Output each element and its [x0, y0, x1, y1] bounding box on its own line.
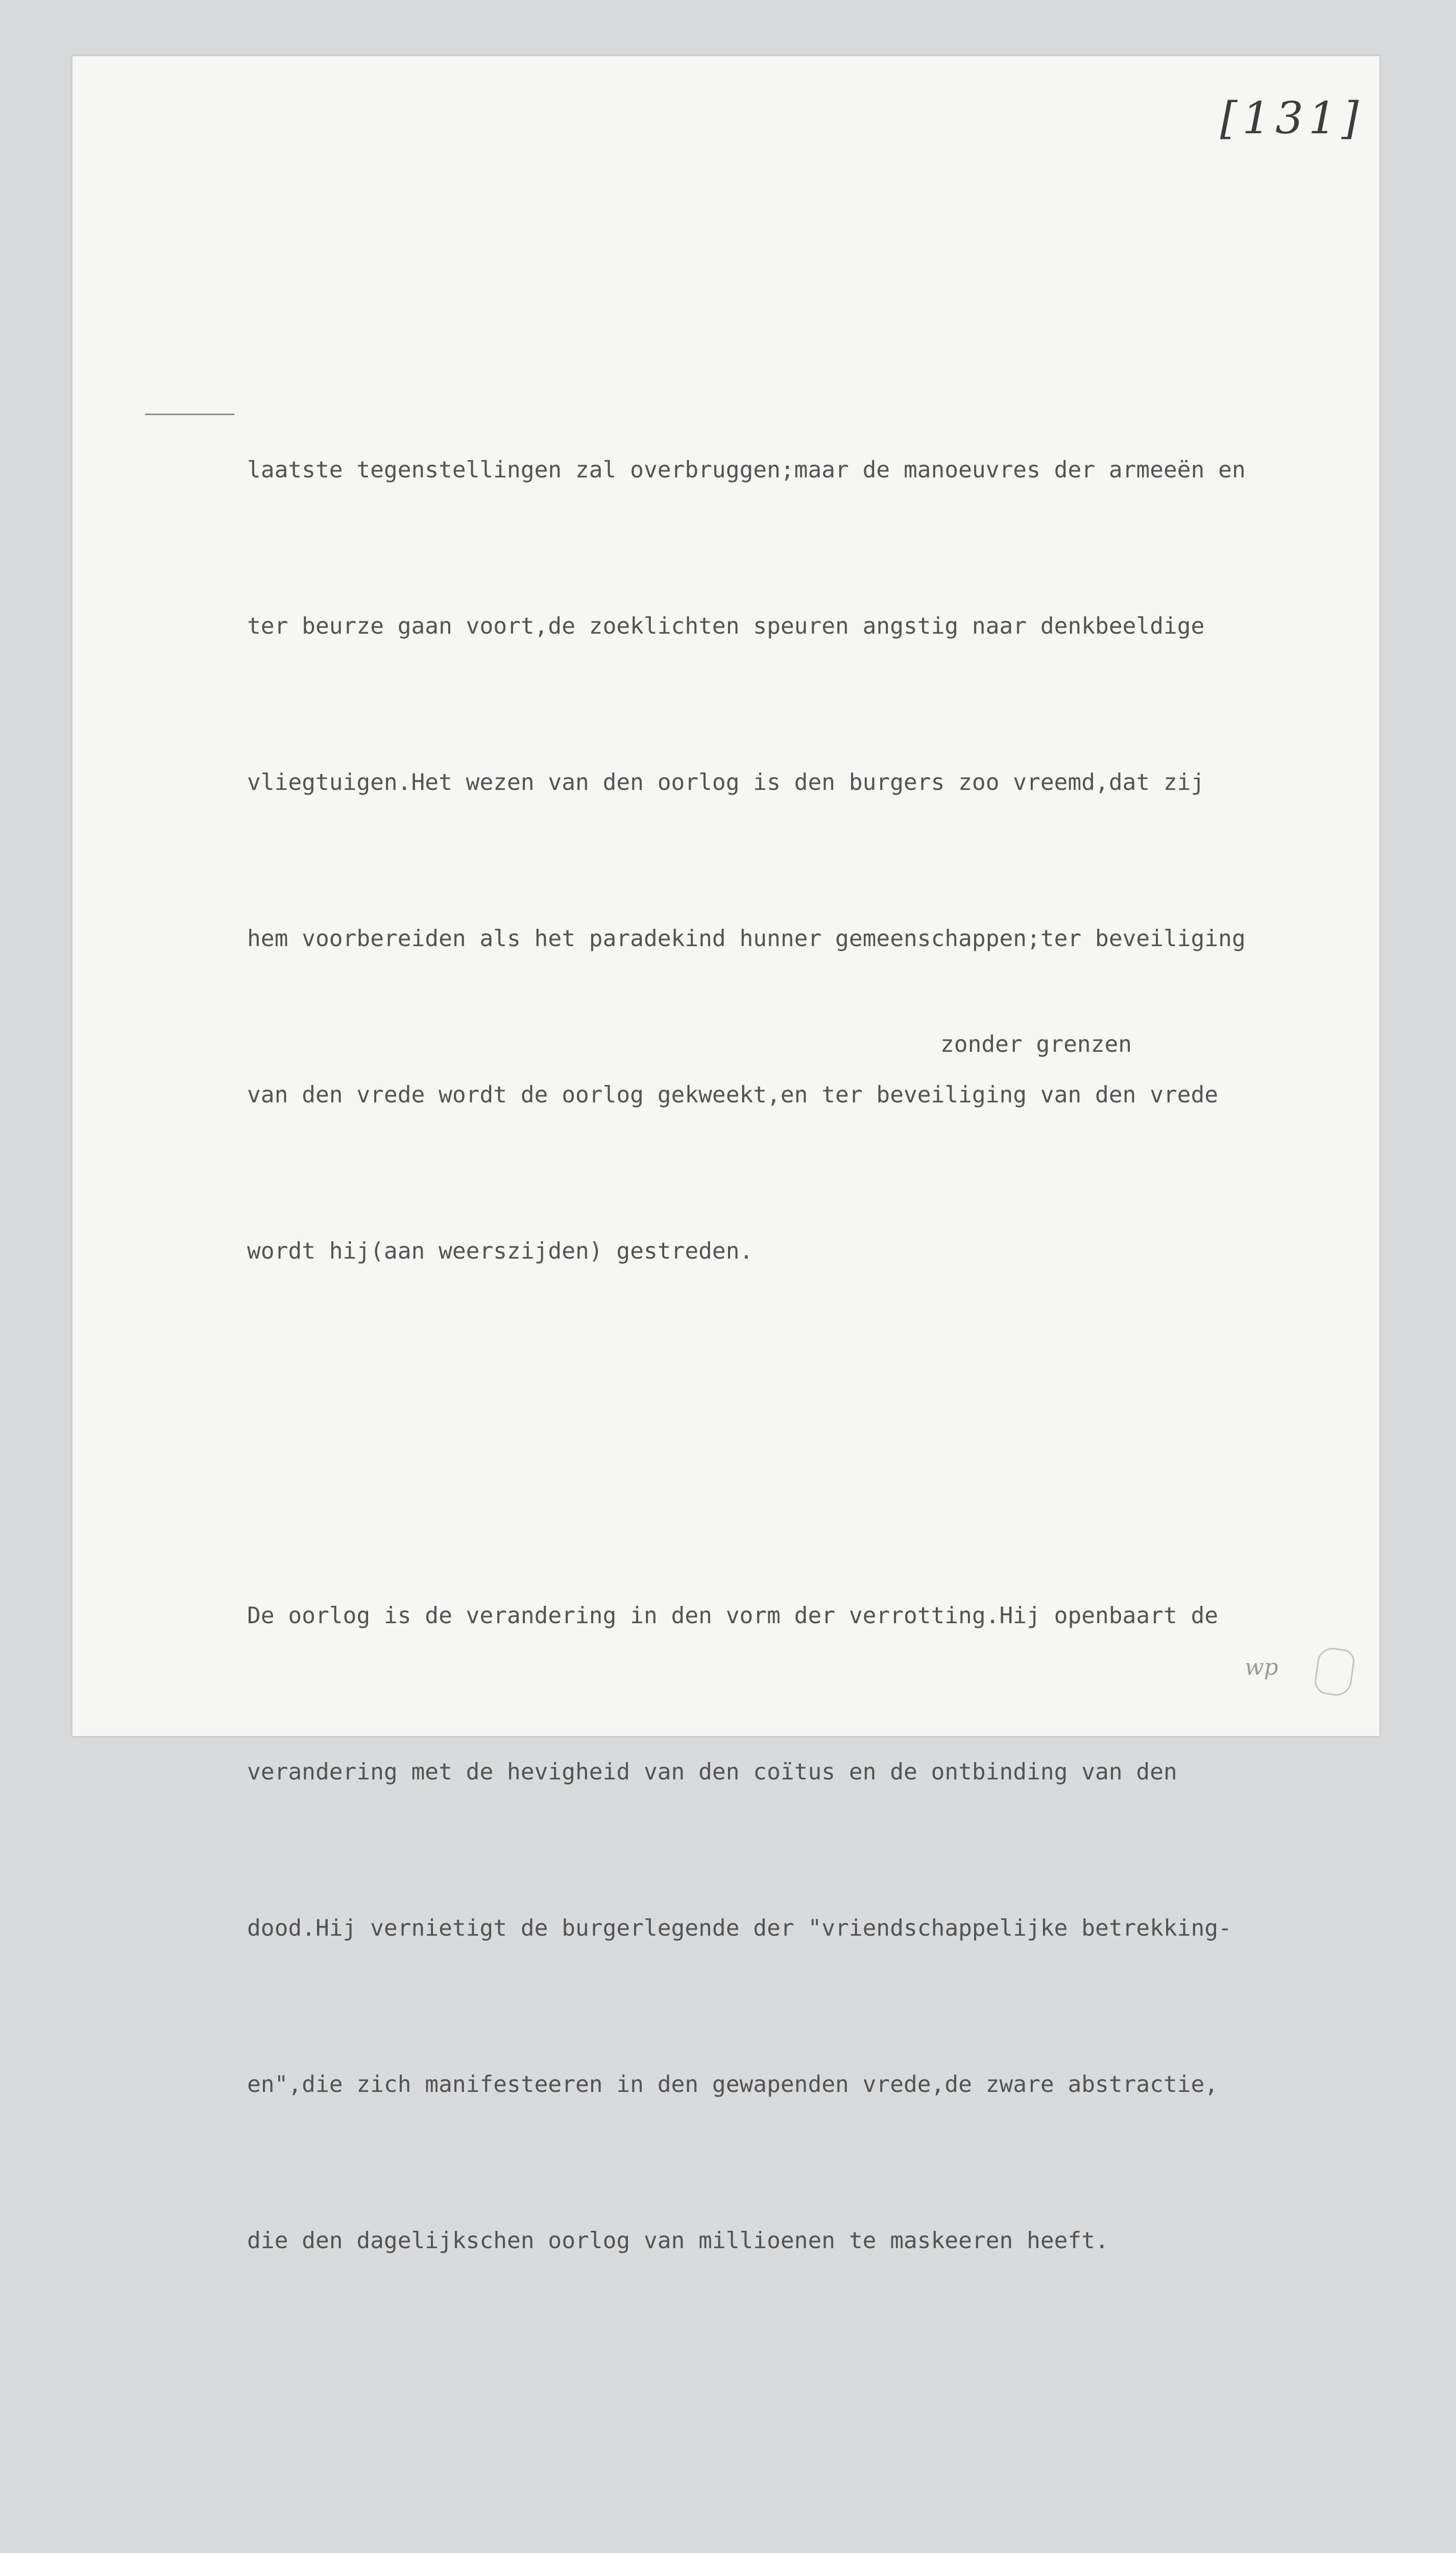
paragraph: [247, 2475, 1386, 2553]
page-number: [131]: [1220, 93, 1364, 144]
paragraph: [247, 340, 1386, 1382]
text-line: die den dagelijkschen oorlog van millioenen te maskeeren heeft.: [247, 2228, 1109, 2254]
text-line: De oorlog is de verandering in den vorm der verrotting.Hij openbaart de: [247, 1603, 1219, 1629]
handwritten-insertion: zonder grenzen: [940, 1031, 1132, 1057]
text-line: vliegtuigen.Het wezen van den oorlog is den burgers zoo vreemd,dat zij: [247, 769, 1205, 796]
text-line: ter beurze gaan voort,de zoeklichten speuren angstig naar denkbeeldige: [247, 613, 1205, 639]
paragraph: [247, 1486, 1386, 2371]
text-line: laatste tegenstellingen zal overbruggen;maar de manoeuvres der armeeën en: [247, 457, 1246, 483]
text-line: dood.Hij vernietigt de burgerlegende der "vriendschappelijke betrekking-: [247, 1915, 1232, 1941]
footer-initials: wp: [1245, 1654, 1278, 1680]
margin-mark: [145, 414, 234, 415]
text-line: en",die zich manifesteeren in den gewapenden vrede,de zware abstractie,: [247, 2072, 1219, 2098]
text-line: wordt hij(aan weerszijden) gestreden.: [247, 1238, 754, 1264]
text-line: van den vrede wordt de oorlog gekweekt,en ter beveiliging van den vrede: [247, 1082, 1219, 1108]
text-line: hem voorbereiden als het paradekind hunner gemeenschappen;ter beveiliging: [247, 926, 1246, 952]
document-page: [72, 56, 1379, 2254]
text-line: verandering met de hevigheid van den coïtus en de ontbinding van den: [247, 1759, 1177, 1785]
typed-text: [247, 236, 1386, 2553]
